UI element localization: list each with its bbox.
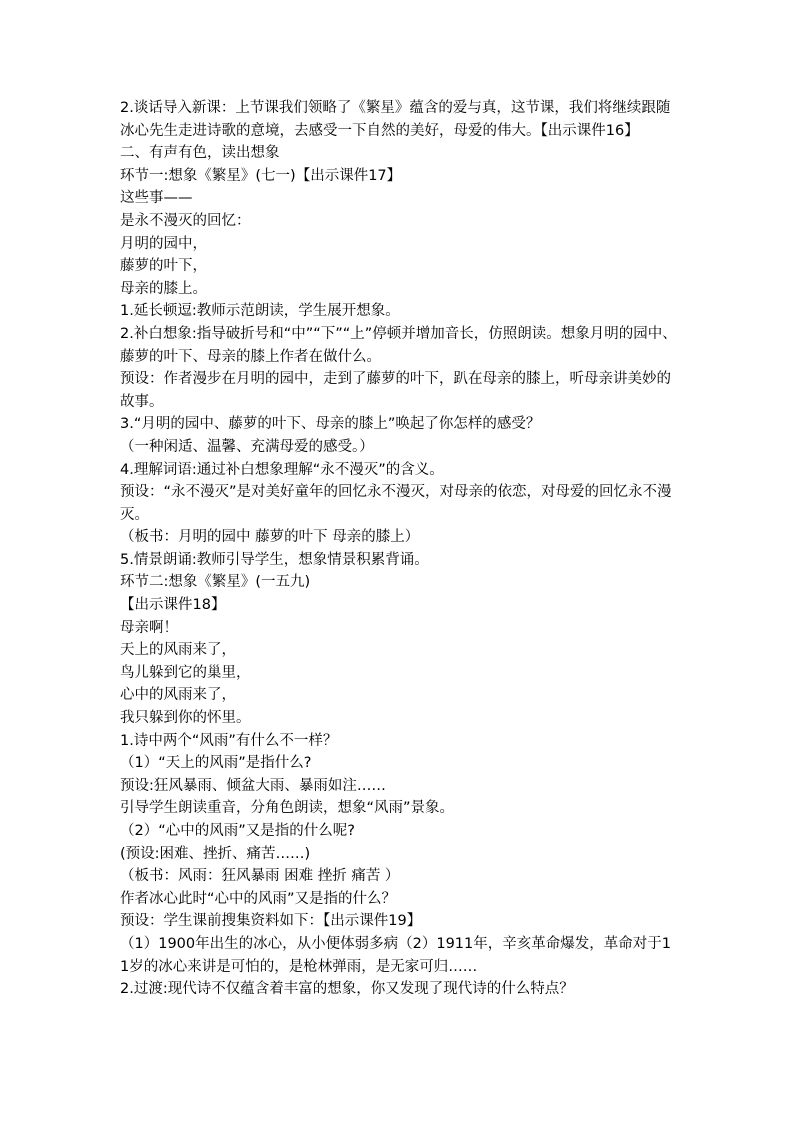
paragraph: 3.“月明的园中、藤萝的叶下、母亲的膝上”唤起了你怎样的感受？ xyxy=(120,416,541,433)
poem-line: 心中的风雨来了， xyxy=(120,687,236,704)
paragraph-intro: 2.谈话导入新课：上节课我们领略了《繁星》蕴含的爱与真，这节课，我们将继续跟随冰心先生走进诗歌的意境，去感受一下自然的美好，母爱的伟大。【出示课件16】 xyxy=(120,100,671,139)
paragraph: 预设:狂风暴雨、倾盆大雨、暴雨如注…… xyxy=(120,777,386,794)
paragraph: 作者冰心此时“心中的风雨”又是指的什么？ xyxy=(120,890,397,907)
step-heading-1: 环节一:想象《繁星》(七一)【出示课件17】 xyxy=(120,167,402,184)
paragraph: （1）“天上的风雨”是指什么? xyxy=(120,755,312,772)
paragraph: 【出示课件18】 xyxy=(120,597,226,614)
poem-line: 天上的风雨来了， xyxy=(120,642,236,659)
poem-line: 母亲的膝上。 xyxy=(120,280,207,297)
paragraph: 5.情景朗诵:教师引导学生，想象情景积累背诵。 xyxy=(120,551,429,568)
paragraph: 1.延长顿逗:教师示范朗读，学生展开想象。 xyxy=(120,303,400,320)
paragraph: 预设：作者漫步在月明的园中，走到了藤萝的叶下，趴在母亲的膝上，听母亲讲美妙的故事。 xyxy=(120,371,671,410)
poem-line: 这些事—— xyxy=(120,190,193,207)
paragraph: 2.补白想象:指导破折号和“中”“下”“上”停顿并增加音长，仿照朗读。想象月明的园中、藤萝的叶下、母亲的膝上作者在做什么。 xyxy=(120,325,677,365)
blackboard-note: （板书：月明的园中 藤萝的叶下 母亲的膝上） xyxy=(120,529,420,546)
section-heading-2: 二、有声有色，读出想象 xyxy=(120,145,280,162)
paragraph: 预设：“永不漫灭”是对美好童年的回忆永不漫灭，对母亲的依恋，对母爱的回忆永不漫灭。 xyxy=(120,484,672,523)
poem-line: 母亲啊！ xyxy=(120,619,178,636)
paragraph: （1）1900年出生的冰心，从小便体弱多病（2）1911年，辛亥革命爆发，革命对于11岁的冰心来讲是可怕的，是枪林弹雨，是无家可归…… xyxy=(120,935,671,975)
poem-line: 鸟儿躲到它的巢里， xyxy=(120,664,251,681)
paragraph: 预设：学生课前搜集资料如下：【出示课件19】 xyxy=(120,913,422,930)
poem-line: 是永不漫灭的回忆： xyxy=(120,212,251,229)
document-page xyxy=(120,97,680,1001)
poem-line: 月明的园中， xyxy=(120,235,207,252)
paragraph: 引导学生朗读重音，分角色朗读，想象“风雨”景象。 xyxy=(120,800,455,817)
paragraph: 4.理解词语:通过补白想象理解“永不漫灭”的含义。 xyxy=(120,461,444,478)
step-heading-2: 环节二:想象《繁星》(一五九) xyxy=(120,574,311,591)
poem-line: 我只躲到你的怀里。 xyxy=(120,710,251,727)
paragraph: (预设:困难、挫折、痛苦……) xyxy=(120,845,311,862)
paragraph: （一种闲适、温馨、充满母爱的感受。） xyxy=(120,438,374,455)
paragraph: 1.诗中两个“风雨”有什么不一样？ xyxy=(120,732,338,749)
blackboard-note: （板书：风雨：狂风暴雨 困难 挫折 痛苦 ） xyxy=(120,868,400,885)
paragraph: （2）“心中的风雨”又是指的什么呢? xyxy=(120,823,355,839)
paragraph: 2.过渡:现代诗不仅蕴含着丰富的想象，你又发现了现代诗的什么特点？ xyxy=(120,981,574,998)
poem-line: 藤萝的叶下， xyxy=(120,258,207,275)
